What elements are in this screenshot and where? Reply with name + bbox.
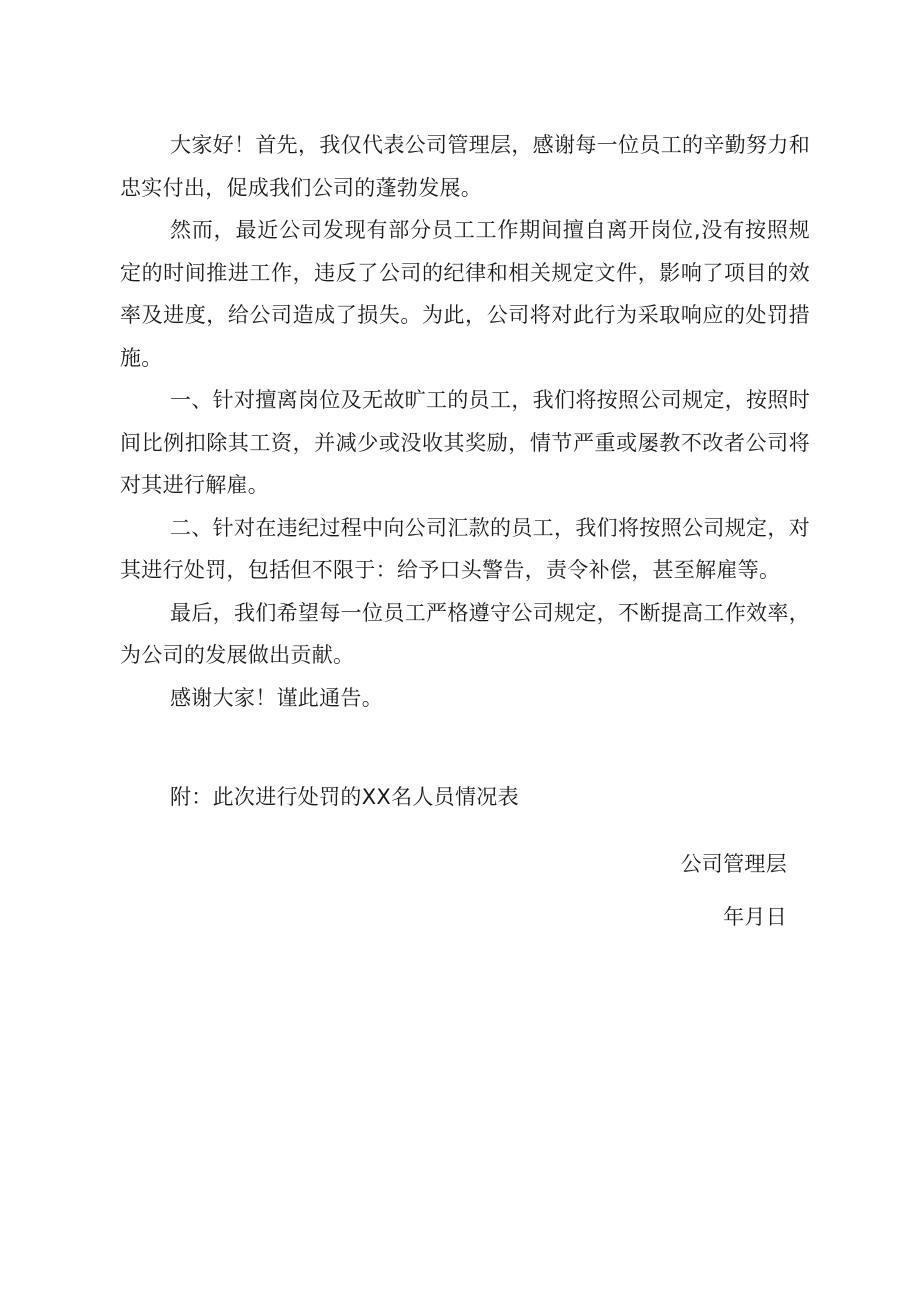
paragraph-closing: 最后，我们希望每一位员工严格遵守公司规定，不断提高工作效率，为公司的发展做出贡献。	[120, 600, 810, 667]
paragraph-thanks: 感谢大家！谨此通告。	[170, 685, 383, 710]
paragraph-rule-one: 一、针对擅离岗位及无故旷工的员工，我们将按照公司规定，按照时间比例扣除其工资，并减少或没收其奖励，情节严重或屡教不改者公司将对其进行解雇。	[120, 388, 810, 497]
paragraph-greeting: 大家好！首先，我仅代表公司管理层，感谢每一位员工的辛勤努力和忠实付出，促成我们公司的蓬勃发展。	[120, 133, 810, 200]
issuer-name: 公司管理层	[680, 852, 787, 876]
paragraph-issue: 然而，最近公司发现有部分员工工作期间擅自离开岗位,没有按照规定的时间推进工作，违反了公司的纪律和相关规定文件，影响了项目的效率及进度，给公司造成了损失。为此，公司将对此行为采取响应的处罚措施。	[120, 218, 810, 370]
notice-body	[120, 124, 810, 719]
signature-block	[681, 838, 788, 944]
issue-date: 年月日	[723, 905, 787, 929]
paragraph-rule-two: 二、针对在违纪过程中向公司汇款的员工，我们将按照公司规定，对其进行处罚，包括但不限于：给予口头警告，责令补偿，甚至解雇等。	[120, 515, 810, 582]
attachment-note: 附：此次进行处罚的XX名人员情况表	[170, 785, 519, 809]
